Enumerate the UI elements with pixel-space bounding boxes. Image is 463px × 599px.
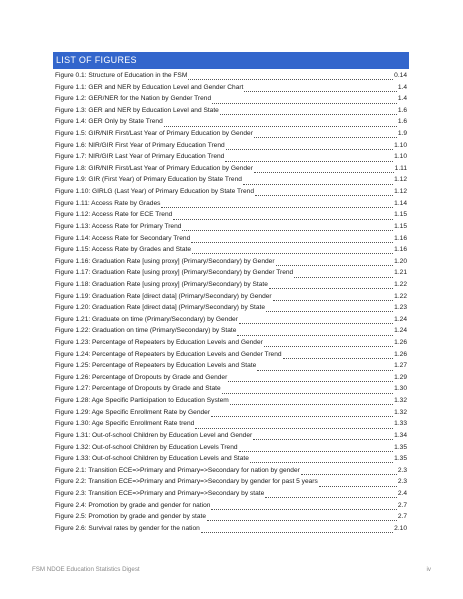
- dot-leader: [269, 282, 393, 289]
- figure-title: Figure 1.3: GER and NER by Education Level and State: [55, 106, 219, 114]
- dot-leader: [207, 514, 397, 521]
- figure-list-item[interactable]: [55, 256, 407, 268]
- figure-list-item[interactable]: [55, 488, 407, 500]
- dot-leader: [273, 294, 394, 301]
- figure-page-number: 1.16: [394, 246, 407, 254]
- figure-page-number: 1.14: [394, 199, 407, 207]
- figure-page-number: 1.23: [394, 304, 407, 312]
- figure-page-number: 1.10: [394, 153, 407, 161]
- figure-title: Figure 1.28: Age Specific Participation to Education System: [55, 397, 229, 405]
- figure-list-item[interactable]: [55, 186, 407, 198]
- figure-title: Figure 1.20: Graduation Rate [direct data] (Primary/Secondary) by State: [55, 304, 266, 312]
- figure-list-item[interactable]: [55, 128, 407, 140]
- figure-page-number: 2.7: [397, 513, 407, 521]
- header-divider: [53, 68, 409, 69]
- dot-leader: [220, 108, 397, 115]
- dot-leader: [239, 445, 394, 452]
- footer-publication-title: FSM NDOE Education Statistics Digest: [32, 566, 140, 573]
- figure-list-item[interactable]: [55, 511, 407, 523]
- dot-leader: [301, 468, 397, 475]
- figure-list-item[interactable]: [55, 140, 407, 152]
- figure-title: Figure 2.1: Transition ECE=>Primary and Primary=>Secondary for nation by gender: [55, 466, 300, 474]
- figure-page-number: 1.4: [397, 95, 407, 103]
- figure-list-item[interactable]: [55, 233, 407, 245]
- figure-page-number: 1.35: [394, 455, 407, 463]
- figure-page-number: 0.14: [394, 72, 407, 79]
- figure-title: Figure 1.2: GER/NER for the Nation by Gender Trend: [55, 95, 212, 103]
- figure-list-item[interactable]: [55, 302, 407, 314]
- figure-list-item[interactable]: [55, 442, 407, 454]
- dot-leader: [239, 317, 393, 324]
- figure-list-item[interactable]: [55, 221, 407, 233]
- figure-list-item[interactable]: [55, 163, 407, 175]
- figure-title: Figure 1.30: Age Specific Enrollment Rate trend: [55, 420, 195, 428]
- figure-title: Figure 1.16: Graduation Rate [using proxy] (Primary/Secondary) by Gender: [55, 257, 275, 265]
- figure-title: Figure 1.9: GIR (First Year) of Primary Education by State Trend: [55, 176, 242, 184]
- figure-page-number: 1.21: [394, 269, 407, 277]
- dot-leader: [228, 375, 393, 382]
- figure-title: Figure 1.24: Percentage of Repeaters by Education Levels and Gender Trend: [55, 350, 282, 358]
- figure-title: Figure 2.3: Transition ECE=>Primary and Primary=>Secondary by state: [55, 489, 265, 497]
- figure-title: Figure 1.10: GIRLG (Last Year) of Primary Education by State Trend: [55, 188, 255, 196]
- figure-list-item[interactable]: [55, 407, 407, 419]
- figure-page-number: 1.12: [394, 188, 407, 196]
- figure-list: [55, 70, 407, 534]
- figure-list-item[interactable]: [55, 82, 407, 94]
- figure-page-number: 1.6: [397, 106, 407, 114]
- figure-title: Figure 1.22: Graduation on time (Primary/Secondary) by State: [55, 327, 237, 335]
- figure-page-number: 1.22: [394, 292, 407, 300]
- dot-leader: [211, 410, 393, 417]
- dot-leader: [264, 340, 393, 347]
- dot-leader: [254, 166, 394, 173]
- section-header: [53, 52, 409, 68]
- figure-title: Figure 2.2: Transition ECE=>Primary and Primary=>Secondary by gender for past 5 years: [55, 478, 318, 486]
- figure-page-number: 1.32: [394, 408, 407, 416]
- figure-page-number: 1.33: [394, 420, 407, 428]
- dot-leader: [222, 387, 393, 394]
- dot-leader: [283, 352, 394, 359]
- figure-title: Figure 1.17: Graduation Rate [using proxy] (Primary/Secondary) by Gender Trend: [55, 269, 294, 277]
- figure-page-number: 1.10: [394, 141, 407, 149]
- dot-leader: [243, 178, 393, 185]
- dot-leader: [257, 364, 393, 371]
- figure-title: Figure 1.27: Percentage of Dropouts by Grade and State: [55, 385, 221, 393]
- figure-list-item[interactable]: [55, 523, 407, 535]
- dot-leader: [266, 305, 393, 312]
- figure-title: Figure 1.6: NIR/GIR First Year of Primary Education Trend: [55, 141, 225, 149]
- figure-page-number: 1.32: [394, 397, 407, 405]
- figure-page-number: 1.22: [394, 280, 407, 288]
- figure-list-item[interactable]: [55, 314, 407, 326]
- figure-list-item[interactable]: [55, 465, 407, 477]
- dot-leader: [161, 201, 393, 208]
- dot-leader: [173, 213, 393, 220]
- figure-list-item[interactable]: [55, 383, 407, 395]
- figure-title: Figure 0.1: Structure of Education in the FSM: [55, 72, 188, 79]
- footer-page-number: iv: [426, 566, 431, 573]
- figure-page-number: 2.3: [397, 466, 407, 474]
- figure-title: Figure 1.31: Out-of-school Children by Education Level and Gender: [55, 431, 253, 439]
- figure-list-item[interactable]: [55, 430, 407, 442]
- figure-list-item[interactable]: [55, 116, 407, 128]
- figure-list-item[interactable]: [55, 70, 407, 82]
- figure-title: Figure 1.19: Graduation Rate [direct data] (Primary/Secondary) by Gender: [55, 292, 272, 300]
- dot-leader: [254, 131, 397, 138]
- figure-list-item[interactable]: [55, 349, 407, 361]
- figure-title: Figure 1.8: GIR/NIR First/Last Year of Primary Education by Gender: [55, 164, 253, 172]
- figure-page-number: 2.10: [394, 524, 407, 532]
- figure-list-item[interactable]: [55, 93, 407, 105]
- figure-page-number: 1.24: [394, 315, 407, 323]
- figure-list-item[interactable]: [55, 291, 407, 303]
- figure-title: Figure 1.7: NIR/GIR Last Year of Primary Education Trend: [55, 153, 225, 161]
- figure-list-item[interactable]: [55, 395, 407, 407]
- figure-page-number: 1.30: [394, 385, 407, 393]
- dot-leader: [319, 480, 397, 487]
- dot-leader: [250, 456, 393, 463]
- figure-list-item[interactable]: [55, 372, 407, 384]
- figure-page-number: 1.26: [394, 350, 407, 358]
- figure-title: Figure 1.14: Access Rate for Secondary Trend: [55, 234, 191, 242]
- figure-list-item[interactable]: [55, 453, 407, 465]
- figure-list-item[interactable]: [55, 418, 407, 430]
- dot-leader: [244, 85, 396, 92]
- figure-page-number: 1.12: [394, 176, 407, 184]
- figure-page-number: 1.11: [394, 164, 407, 172]
- figure-page-number: 1.20: [394, 257, 407, 265]
- figure-page-number: 1.35: [394, 443, 407, 451]
- figure-title: Figure 1.32: Out-of-school Children by Education Levels Trend: [55, 443, 238, 451]
- dot-leader: [225, 155, 393, 162]
- figure-page-number: 1.34: [394, 431, 407, 439]
- figure-title: Figure 1.1: GER and NER by Education Level and Gender Chart: [55, 83, 244, 91]
- figure-page-number: 1.6: [397, 118, 407, 126]
- figure-page-number: 1.9: [397, 130, 407, 138]
- figure-title: Figure 1.33: Out-of-school Children by Education Levels and State: [55, 455, 249, 463]
- figure-list-item[interactable]: [55, 244, 407, 256]
- figure-title: Figure 1.13: Access Rate for Primary Trend: [55, 222, 182, 230]
- figure-title: Figure 1.11: Access Rate by Grades: [55, 199, 161, 207]
- figure-title: Figure 1.26: Percentage of Dropouts by Grade and Gender: [55, 373, 228, 381]
- dot-leader: [211, 503, 396, 510]
- section-title: LIST OF FIGURES: [56, 55, 137, 65]
- dot-leader: [253, 433, 393, 440]
- figure-title: Figure 1.4: GER Only by State Trend: [55, 118, 163, 126]
- figure-page-number: 1.27: [394, 362, 407, 370]
- figure-title: Figure 2.6: Survival rates by gender for the nation: [55, 524, 200, 532]
- dot-leader: [201, 526, 393, 533]
- dot-leader: [188, 73, 393, 80]
- figure-title: Figure 1.12: Access Rate for ECE Trend: [55, 211, 173, 219]
- figure-list-item[interactable]: [55, 279, 407, 291]
- figure-list-item[interactable]: [55, 337, 407, 349]
- dot-leader: [212, 97, 397, 104]
- figure-title: Figure 1.25: Percentage of Repeaters by Education Levels and State: [55, 362, 257, 370]
- dot-leader: [191, 236, 393, 243]
- figure-page-number: 1.29: [394, 373, 407, 381]
- figure-page-number: 1.26: [394, 339, 407, 347]
- figure-list-item[interactable]: [55, 360, 407, 372]
- figure-list-item[interactable]: [55, 325, 407, 337]
- figure-page-number: 2.4: [397, 489, 407, 497]
- figure-page-number: 2.3: [397, 478, 407, 486]
- figure-page-number: 1.24: [394, 327, 407, 335]
- figure-page-number: 1.15: [394, 222, 407, 230]
- dot-leader: [192, 247, 393, 254]
- figure-page-number: 1.4: [397, 83, 407, 91]
- figure-title: Figure 2.4: Promotion by grade and gender for nation: [55, 501, 211, 509]
- figure-list-item[interactable]: [55, 209, 407, 221]
- dot-leader: [230, 398, 393, 405]
- figure-title: Figure 1.18: Graduation Rate [using proxy] (Primary/Secondary) by State: [55, 280, 268, 288]
- figure-title: Figure 1.29: Age Specific Enrollment Rate by Gender: [55, 408, 211, 416]
- figure-title: Figure 1.21: Graduate on time (Primary/Secondary) by Gender: [55, 315, 238, 323]
- figure-page-number: 1.16: [394, 234, 407, 242]
- figure-list-item[interactable]: [55, 267, 407, 279]
- figure-title: Figure 2.5: Promotion by grade and gender by state: [55, 513, 207, 521]
- figure-page-number: 1.15: [394, 211, 407, 219]
- figure-title: Figure 1.5: GIR/NIR First/Last Year of Primary Education by Gender: [55, 130, 253, 138]
- figure-list-item[interactable]: [55, 105, 407, 117]
- figure-title: Figure 1.23: Percentage of Repeaters by Education Levels and Gender: [55, 339, 263, 347]
- figure-list-item[interactable]: [55, 198, 407, 210]
- dot-leader: [164, 120, 397, 127]
- dot-leader: [255, 189, 393, 196]
- dot-leader: [182, 224, 393, 231]
- figure-title: Figure 1.15: Access Rate by Grades and State: [55, 246, 191, 254]
- dot-leader: [276, 259, 394, 266]
- figure-list-item[interactable]: [55, 476, 407, 488]
- dot-leader: [237, 329, 393, 336]
- dot-leader: [265, 491, 397, 498]
- figure-list-item[interactable]: [55, 151, 407, 163]
- dot-leader: [294, 271, 393, 278]
- dot-leader: [226, 143, 393, 150]
- figure-page-number: 2.7: [397, 501, 407, 509]
- figure-list-item[interactable]: [55, 500, 407, 512]
- figure-list-item[interactable]: [55, 174, 407, 186]
- dot-leader: [195, 422, 393, 429]
